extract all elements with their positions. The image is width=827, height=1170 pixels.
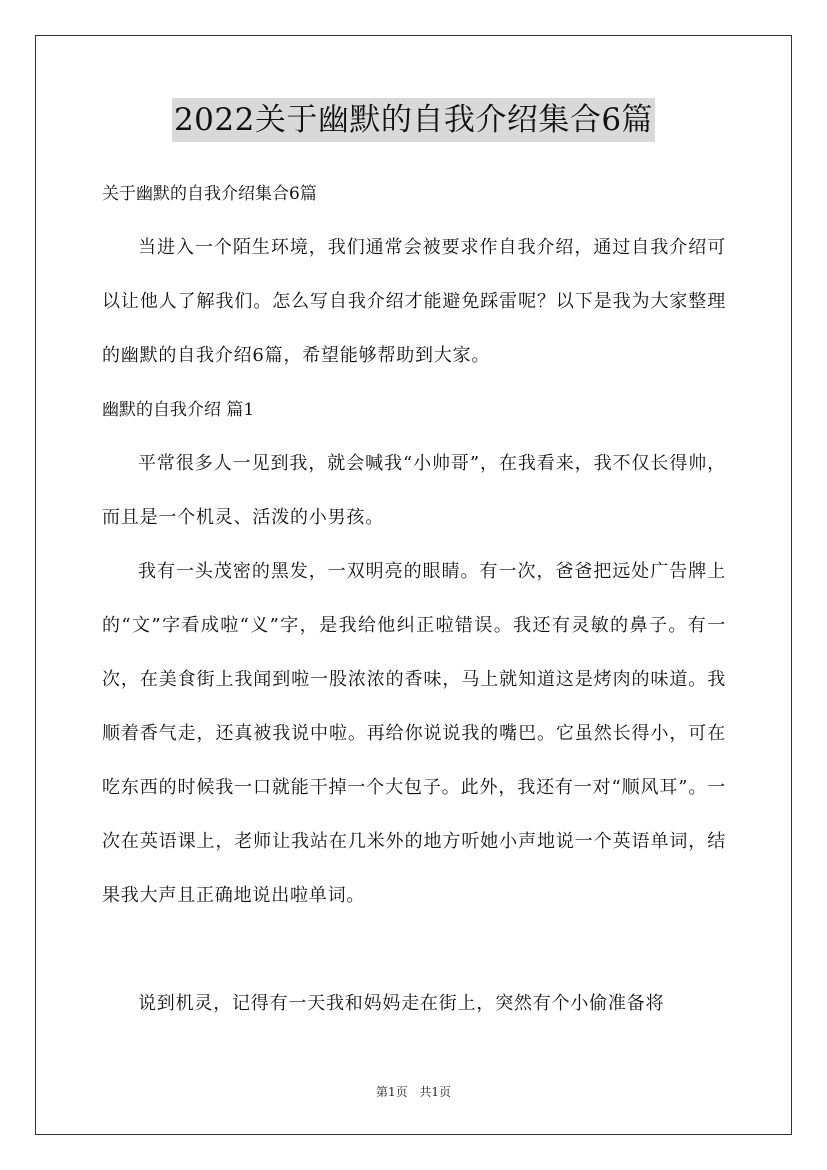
document-title: 2022关于幽默的自我介绍集合6篇 <box>172 98 655 142</box>
document-subtitle: 关于幽默的自我介绍集合6篇 <box>102 184 317 204</box>
page-number: 第1页 <box>375 1085 408 1099</box>
body-paragraph-2: 我有一头茂密的黑发，一双明亮的眼睛。有一次，爸爸把远处广告牌上的“文”字看成啦“义”字，是我给他纠正啦错误。我还有灵敏的鼻子。有一次，在美食街上我闻到啦一股浓浓的香味，马上就知道这是烤肉的味道。我顺着香气走，还真被我说中啦。再给你说说我的嘴巴。它虽然长得小，可在吃东西的时候我一口就能干掉一个大包子。此外，我还有一对“顺风耳”。一次在英语课上，老师让我站在几米外的地方听她小声地说一个英语单词，结果我大声且正确地说出啦单词。 <box>102 561 726 906</box>
section-heading: 幽默的自我介绍 篇1 <box>102 400 255 420</box>
title-container <box>0 98 827 142</box>
body-paragraph-1: 平常很多人一见到我，就会喊我“小帅哥”，在我看来，我不仅长得帅，而且是一个机灵、活泼的小男孩。 <box>102 453 726 528</box>
body-paragraph-3: 说到机灵，记得有一天我和妈妈走在街上，突然有个小偷准备将 <box>138 993 665 1014</box>
page-total: 共1页 <box>419 1085 452 1099</box>
page-footer <box>0 1083 827 1101</box>
intro-paragraph: 当进入一个陌生环境，我们通常会被要求作自我介绍，通过自我介绍可以让他人了解我们。怎么写自我介绍才能避免踩雷呢？以下是我为大家整理的幽默的自我介绍6篇，希望能够帮助到大家。 <box>102 237 726 366</box>
